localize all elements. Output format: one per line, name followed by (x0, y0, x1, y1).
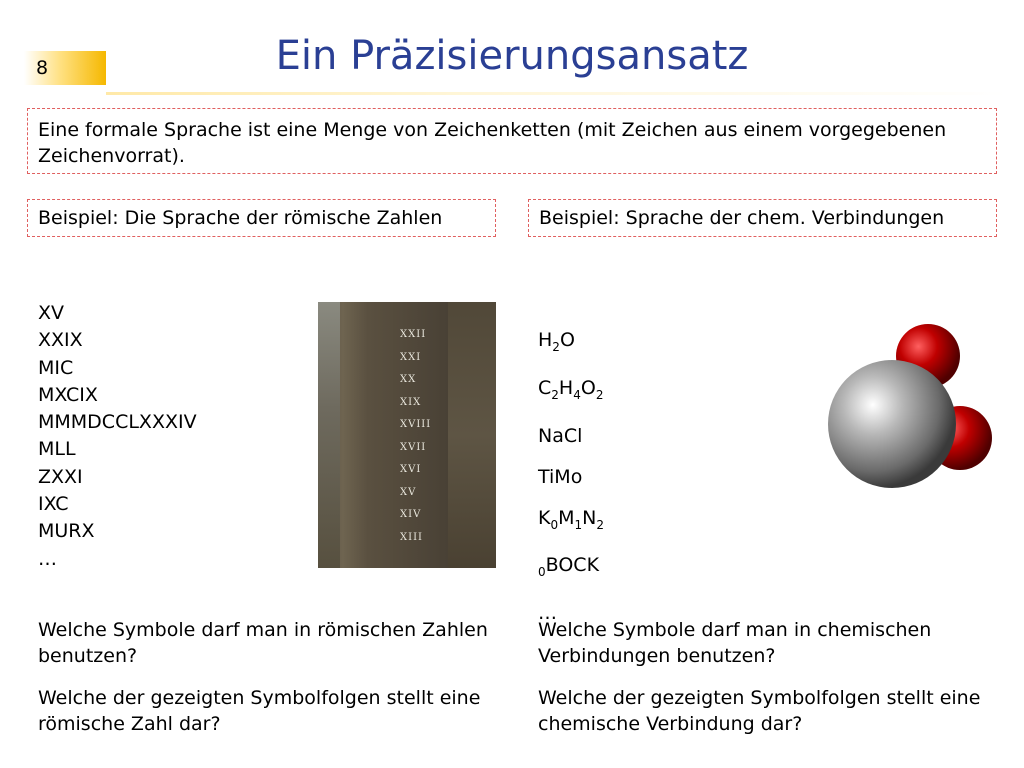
example-roman-box: Beispiel: Die Sprache der römische Zahlen (27, 199, 496, 237)
question-chem-valid: Welche der gezeigten Symbolfolgen stellt eine chemische Verbindung dar? (538, 687, 981, 735)
photo-numeral: XV (400, 486, 417, 498)
list-item: XXIX (38, 329, 83, 352)
list-item: $C_2H_4O_2$ (538, 376, 604, 402)
list-item: MLL (38, 438, 76, 461)
list-item: MIC (38, 356, 74, 379)
chemical-formula-list (538, 320, 604, 634)
list-item: … (538, 602, 557, 625)
page-title: Ein Präzisierungsansatz (275, 33, 749, 79)
roman-numeral-list (38, 300, 197, 573)
photo-numeral-marks (400, 324, 440, 549)
question-chem-symbols: Welche Symbole darf man in chemischen Verbindungen benutzen? (538, 619, 932, 667)
photo-numeral: XVI (400, 464, 422, 475)
list-item: $K_0M_1N_2$ (538, 506, 605, 532)
photo-numeral: XIII (400, 531, 423, 543)
list-item: NaCl (538, 424, 583, 447)
list-item: TiMo (538, 465, 583, 488)
photo-numeral: XXII (400, 329, 427, 340)
photo-numeral: XX (400, 374, 417, 385)
definition-box: Eine formale Sprache ist eine Menge von Zeichenketten (mit Zeichen aus einem vorgegebenen Zeichenvorrat). (27, 108, 997, 174)
example-chem-box: Beispiel: Sprache der chem. Verbindungen (528, 199, 997, 237)
list-item: MURX (38, 520, 95, 543)
photo-numeral: XVII (400, 441, 427, 453)
question-roman-symbols: Welche Symbole darf man in römischen Zahlen benutzen? (38, 619, 488, 667)
question-roman-valid: Welche der gezeigten Symbolfolgen stellt eine römische Zahl dar? (38, 687, 481, 735)
list-item: XV (38, 302, 65, 324)
list-item: … (38, 547, 57, 570)
slide-number: 8 (24, 51, 106, 85)
list-item: $_0$BOCK (538, 554, 600, 580)
list-item: MMMDCCLXXXIV (38, 411, 197, 434)
photo-numeral: XXI (400, 351, 422, 363)
list-item: IXC (38, 493, 69, 516)
list-item: MXCIX (38, 383, 98, 406)
photo-numeral: XVIII (400, 419, 432, 430)
list-item: ZXXI (38, 465, 83, 488)
roman-numerals-photo (318, 302, 496, 568)
water-molecule-image (820, 322, 1000, 492)
list-item: $H_2O$ (538, 329, 575, 354)
title-underline (106, 92, 1006, 95)
photo-numeral: XIV (400, 509, 422, 520)
photo-numeral: XIX (400, 396, 422, 408)
